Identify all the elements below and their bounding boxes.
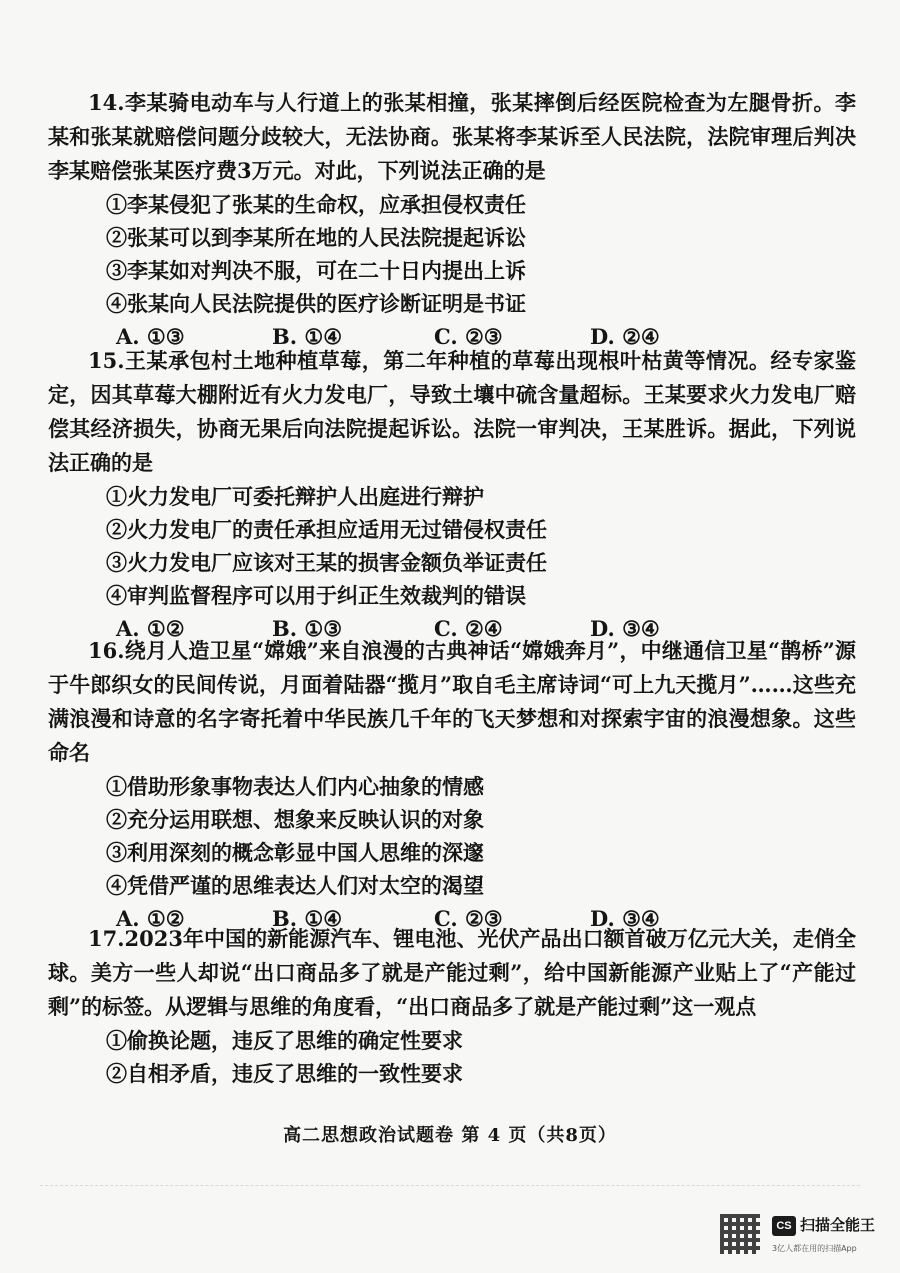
statement-1: ①火力发电厂可委托辩护人出庭进行辩护 — [106, 484, 484, 509]
divider — [40, 1185, 860, 1186]
choice-a: A. ①③ — [116, 324, 185, 349]
choice-b: B. ①④ — [272, 906, 343, 931]
statement-2: ②自相矛盾，违反了思维的一致性要求 — [106, 1061, 463, 1086]
statement-1: ①偷换论题，违反了思维的确定性要求 — [106, 1028, 463, 1053]
choice-a: A. ①② — [116, 616, 185, 641]
page-footer: 高二思想政治试题卷 第 4 页（共8页） — [283, 1125, 617, 1146]
statement-4: ④审判监督程序可以用于纠正生效裁判的错误 — [106, 583, 526, 608]
question-stem: 14.李某骑电动车与人行道上的张某相撞，张某摔倒后经医院检查为左腿骨折。李某和张某就赔偿问题分歧较大，无法协商。张某将李某诉至人民法院，法院审理后判决李某赔偿张某医疗费3万元。对此，下列说法正确的是 — [48, 90, 856, 183]
statement-1: ①借助形象事物表达人们内心抽象的情感 — [106, 774, 484, 799]
question-stem: 16.绕月人造卫星“嫦娥”来自浪漫的古典神话“嫦娥奔月”，中继通信卫星“鹊桥”源于牛郎织女的民间传说，月面着陆器“揽月”取自毛主席诗词“可上九天揽月”……这些充满浪漫和诗意的名字寄托着中华民族几千年的飞天梦想和对探索宇宙的浪漫想象。这些命名 — [48, 638, 856, 765]
question-stem: 17.2023年中国的新能源汽车、锂电池、光伏产品出口额首破万亿元大关，走俏全球。美方一些人却说“出口商品多了就是产能过剩”，给中国新能源产业贴上了“产能过剩”的标签。从逻辑与思维的角度看，“出口商品多了就是产能过剩”这一观点 — [48, 926, 856, 1019]
scanner-tagline: 3亿人都在用的扫描App — [772, 1244, 857, 1253]
statement-3: ③火力发电厂应该对王某的损害金额负举证责任 — [106, 550, 547, 575]
choice-c: C. ②③ — [434, 324, 503, 349]
question-stem: 15.王某承包村土地种植草莓，第二年种植的草莓出现根叶枯黄等情况。经专家鉴定，因其草莓大棚附近有火力发电厂，导致土壤中硫含量超标。王某要求火力发电厂赔偿其经济损失，协商无果后向法院提起诉讼。法院一审判决，王某胜诉。据此，下列说法正确的是 — [48, 348, 856, 475]
choice-b: B. ①④ — [272, 324, 343, 349]
statement-4: ④张某向人民法院提供的医疗诊断证明是书证 — [106, 291, 526, 316]
choice-c: C. ②③ — [434, 906, 503, 931]
qr-code-icon — [720, 1214, 760, 1254]
choice-b: B. ①③ — [272, 616, 343, 641]
choice-a: A. ①② — [116, 906, 185, 931]
choice-d: D. ②④ — [590, 324, 660, 349]
question-16 — [48, 634, 856, 936]
statement-1: ①李某侵犯了张某的生命权，应承担侵权责任 — [106, 192, 526, 217]
scanner-app-name: 扫描全能王 — [800, 1216, 876, 1234]
statement-3: ③李某如对判决不服，可在二十日内提出上诉 — [106, 258, 526, 283]
statement-2: ②充分运用联想、想象来反映认识的对象 — [106, 807, 484, 832]
choice-d: D. ③④ — [590, 616, 660, 641]
question-17 — [48, 922, 856, 1090]
choice-c: C. ②④ — [434, 616, 503, 641]
statement-2: ②火力发电厂的责任承担应适用无过错侵权责任 — [106, 517, 547, 542]
question-14 — [48, 86, 856, 354]
statement-2: ②张某可以到李某所在地的人民法院提起诉讼 — [106, 225, 526, 250]
statement-4: ④凭借严谨的思维表达人们对太空的渴望 — [106, 873, 484, 898]
camscanner-logo-icon: CS — [772, 1216, 796, 1236]
choice-d: D. ③④ — [590, 906, 660, 931]
statement-3: ③利用深刻的概念彰显中国人思维的深邃 — [106, 840, 484, 865]
question-15 — [48, 344, 856, 646]
